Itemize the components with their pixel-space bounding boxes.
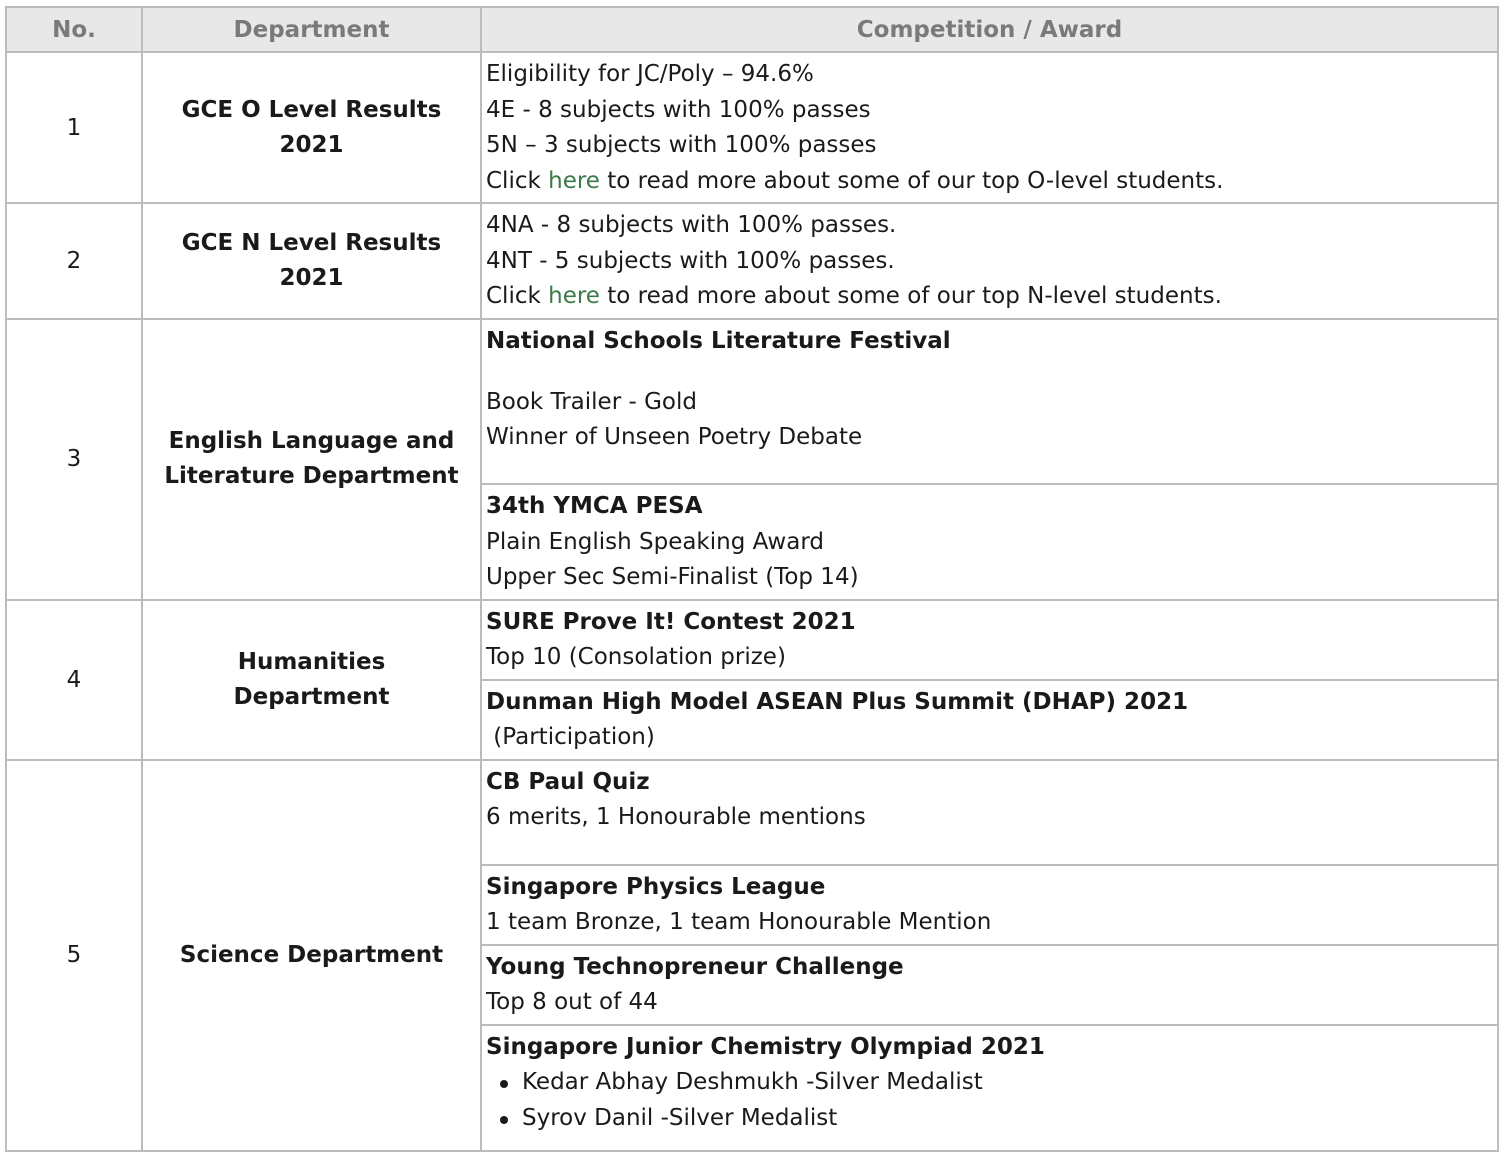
award-cell (481, 945, 1498, 1025)
award-line: Eligibility for JC/Poly – 94.6% (486, 61, 814, 87)
awards-table (5, 6, 1499, 1152)
award-title: 34th YMCA PESA (486, 493, 703, 519)
award-title: Dunman High Model ASEAN Plus Summit (DHAP) 2021 (486, 688, 1189, 715)
department-name (142, 600, 481, 760)
award-line: 4NA - 8 subjects with 100% passes. (486, 212, 897, 238)
list-item (522, 1065, 1493, 1101)
award-line: Top 8 out of 44 (486, 989, 658, 1015)
department-line: English Language and (168, 428, 455, 455)
row-number: 2 (6, 203, 142, 319)
table-row (6, 600, 1498, 680)
medalist-name: Syrov Danil -Silver Medalist (522, 1104, 838, 1131)
award-line: Plain English Speaking Award (486, 528, 824, 555)
table-row (6, 319, 1498, 484)
read-more-line (486, 164, 1493, 200)
department-name: GCE N Level Results 2021 (142, 203, 481, 319)
award-title: Singapore Junior Chemistry Olympiad 2021 (486, 1033, 1045, 1060)
medalist-list (486, 1065, 1493, 1136)
award-line: Book Trailer - Gold (486, 388, 697, 415)
award-line: 4NT - 5 subjects with 100% passes. (486, 247, 895, 274)
header-row (6, 7, 1498, 52)
award-line: 5N – 3 subjects with 100% passes (486, 132, 877, 158)
bullet-icon (500, 1080, 508, 1088)
award-title: SURE Prove It! Contest 2021 (486, 608, 856, 635)
award-title: CB Paul Quiz (486, 768, 650, 795)
award-title: Singapore Physics League (486, 873, 826, 900)
read-more-line (486, 279, 1493, 315)
award-cell (481, 760, 1498, 865)
award-line: Winner of Unseen Poetry Debate (486, 424, 863, 450)
read-more-prefix: Click (486, 167, 549, 194)
award-line: Top 10 (Consolation prize) (486, 644, 786, 670)
award-cell (481, 484, 1498, 600)
award-line: 1 team Bronze, 1 team Honourable Mention (486, 909, 992, 935)
award-title: Young Technopreneur Challenge (486, 953, 904, 980)
department-line: Department (233, 683, 390, 710)
read-more-link[interactable]: here (548, 167, 600, 194)
header-no: No. (6, 7, 142, 52)
row-number: 1 (6, 52, 142, 203)
award-title: National Schools Literature Festival (486, 328, 951, 354)
department-name (142, 319, 481, 600)
row-number: 4 (6, 600, 142, 760)
award-line: 4E - 8 subjects with 100% passes (486, 96, 871, 123)
award-line: (Participation) (486, 724, 655, 750)
award-cell (481, 680, 1498, 760)
bullet-icon (500, 1116, 508, 1124)
header-department: Department (142, 7, 481, 52)
read-more-link[interactable]: here (548, 283, 600, 309)
header-award: Competition / Award (481, 7, 1498, 52)
read-more-suffix: to read more about some of our top O-level students. (599, 167, 1224, 194)
award-cell (481, 52, 1498, 203)
department-name: GCE O Level Results 2021 (142, 52, 481, 203)
table-row (6, 52, 1498, 203)
table-row (6, 760, 1498, 865)
department-line: Humanities (237, 648, 386, 675)
row-number: 5 (6, 760, 142, 1151)
list-item (522, 1101, 1493, 1137)
award-cell (481, 319, 1498, 484)
award-cell (481, 203, 1498, 319)
read-more-prefix: Click (486, 283, 549, 309)
read-more-suffix: to read more about some of our top N-level students. (599, 283, 1222, 309)
award-cell (481, 865, 1498, 945)
table-row (6, 203, 1498, 319)
award-cell (481, 600, 1498, 680)
department-line: Literature Department (164, 463, 459, 490)
award-cell (481, 1025, 1498, 1151)
department-name: Science Department (142, 760, 481, 1151)
award-line: 6 merits, 1 Honourable mentions (486, 804, 866, 830)
row-number: 3 (6, 319, 142, 600)
award-line: Upper Sec Semi-Finalist (Top 14) (486, 564, 859, 590)
medalist-name: Kedar Abhay Deshmukh -Silver Medalist (522, 1069, 983, 1095)
